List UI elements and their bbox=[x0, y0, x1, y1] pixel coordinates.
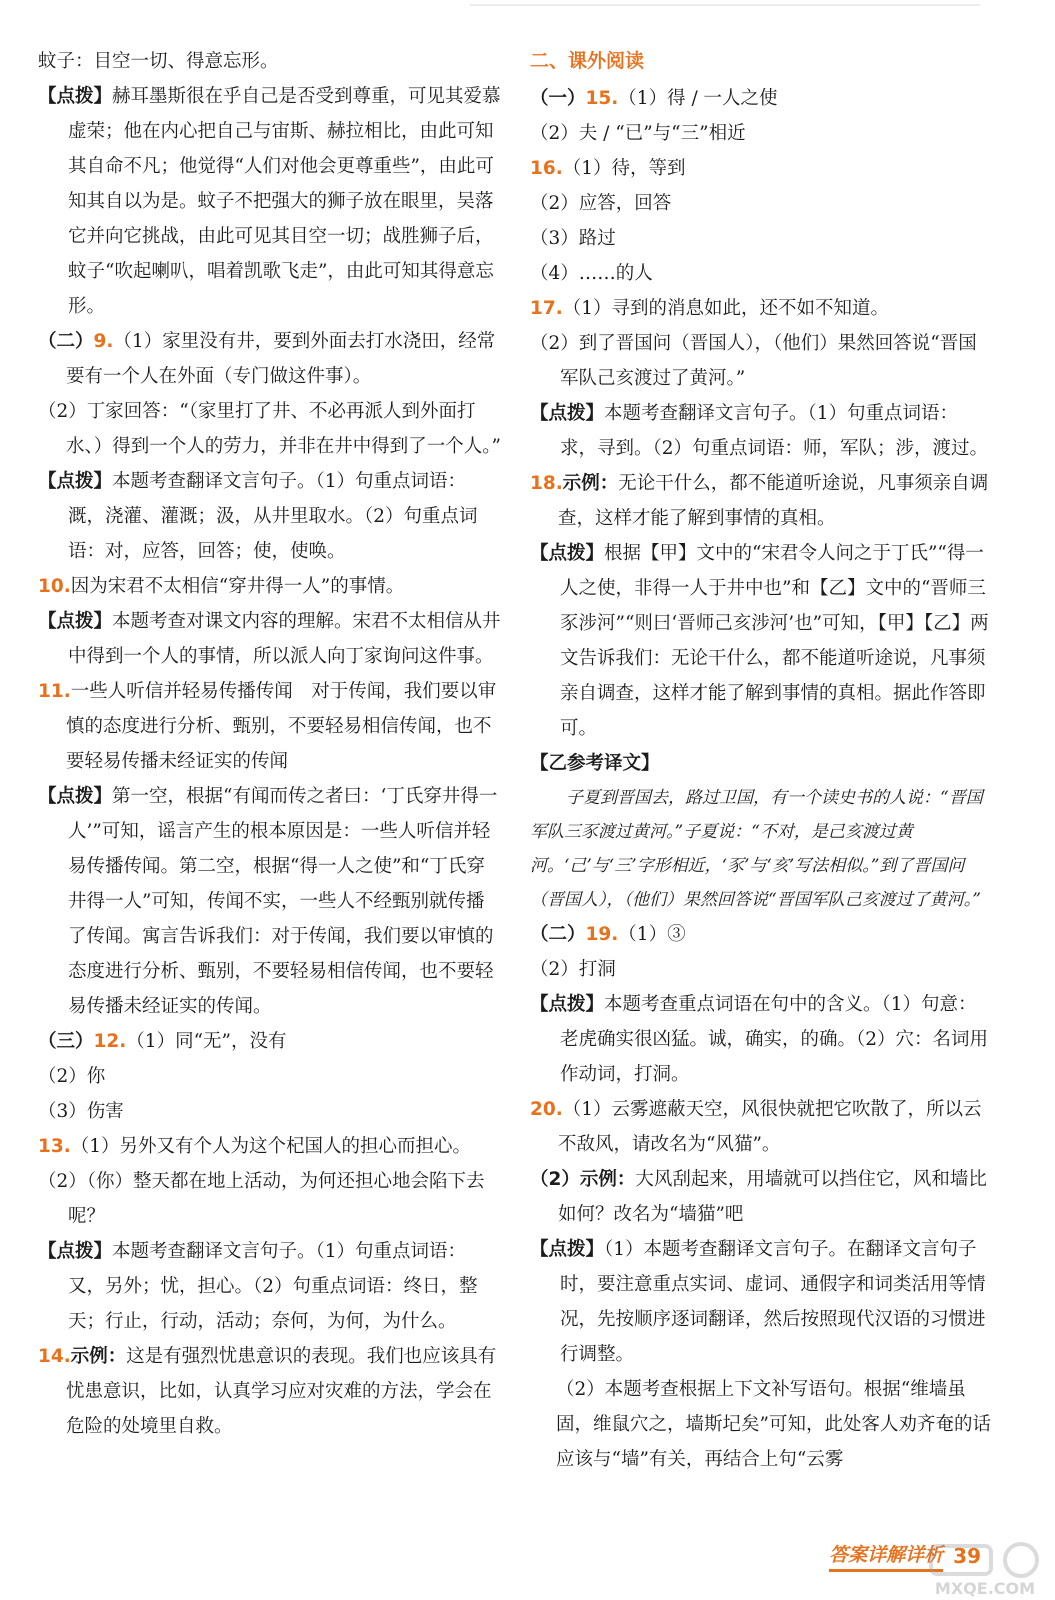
answer-paragraph bbox=[530, 81, 992, 116]
text-run: 因为宋君不太相信“穿井得一人”的事情。 bbox=[70, 576, 405, 597]
answer-paragraph bbox=[530, 151, 992, 186]
text-run: 二、课外阅读 bbox=[530, 50, 645, 72]
text-run: （1）③ bbox=[618, 924, 686, 945]
text-run: （1）家里没有井，要到外面去打水浇田，经常要有一个人在外面（专门做这件事）。 bbox=[66, 331, 496, 387]
bold-label: （一） bbox=[530, 88, 586, 109]
answer-paragraph bbox=[530, 256, 992, 291]
text-run: （3）伤害 bbox=[38, 1101, 124, 1122]
text-run: 蚊子：目空一切、得意忘形。 bbox=[38, 51, 279, 72]
text-run: （1）另外又有个人为这个杞国人的担心而担心。 bbox=[70, 1136, 472, 1157]
answer-paragraph bbox=[38, 394, 502, 464]
page-number: 39 bbox=[953, 1544, 981, 1568]
right-column bbox=[530, 44, 992, 1477]
answer-paragraph bbox=[530, 1162, 992, 1232]
answer-paragraph bbox=[38, 604, 502, 674]
answer-paragraph bbox=[38, 1164, 502, 1234]
answer-paragraph bbox=[38, 569, 502, 604]
question-number: 10. bbox=[38, 576, 71, 597]
hint-tag: 【点拨】 bbox=[38, 611, 113, 632]
bold-label: （三） bbox=[38, 1031, 94, 1052]
text-run: 本题考查翻译文言句子。（1）句重点词语：又，另外；忧，担心。（2）句重点词语：终日，整天；行止，行动，活动；奈何，为何，为什么。 bbox=[68, 1241, 478, 1332]
text-run: 无论干什么，都不能道听途说，凡事须亲自调查，这样才能了解到事情的真相。 bbox=[558, 473, 989, 529]
hint-tag: 【点拨】 bbox=[530, 994, 605, 1015]
text-run: 根据【甲】文中的“宋君令人问之于丁氏”“得一人之使，非得一人于井中也”和【乙】文中的“晋师三豕涉河”“则曰‘晋师己亥涉河’也”可知，【甲】【乙】两文告诉我们：无论干什么，都不能道听途说，凡事须亲自调查，这样才能了解到事情的真相。据此作答即可。 bbox=[560, 543, 989, 739]
answer-paragraph bbox=[530, 291, 992, 326]
text-run: （1）待，等到 bbox=[562, 158, 686, 179]
answer-paragraph bbox=[38, 464, 502, 569]
question-number: 18. bbox=[530, 473, 563, 494]
text-run: （4）……的人 bbox=[530, 263, 653, 284]
watermark-logo-icon bbox=[921, 1538, 1049, 1600]
answer-paragraph bbox=[38, 324, 502, 394]
bold-label: 示例： bbox=[70, 1346, 127, 1367]
question-number: 11. bbox=[38, 681, 71, 702]
hint-tag: 【点拨】 bbox=[38, 786, 113, 807]
answer-paragraph bbox=[530, 1372, 992, 1477]
bold-label: （二） bbox=[530, 924, 586, 945]
text-run: 一些人听信并轻易传播传闻 对于传闻，我们要以审慎的态度进行分析、甄别，不要轻易相信传闻，也不要轻易传播未经证实的传闻 bbox=[66, 681, 497, 772]
answer-paragraph bbox=[38, 79, 502, 324]
hint-tag: 【点拨】 bbox=[38, 86, 113, 107]
answer-paragraph bbox=[530, 466, 992, 536]
text-run: （2）应答，回答 bbox=[530, 193, 672, 214]
answer-paragraph bbox=[530, 952, 992, 987]
text-run: 赫耳墨斯很在乎自己是否受到尊重，可见其爱慕虚荣；他在内心把自己与宙斯、赫拉相比，由此可知其自命不凡；他觉得“人们对他会更尊重些”，由此可知其自以为是。蚊子不把强大的狮子放在眼里，吴落它并向它挑战，由此可见其目空一切；战胜狮子后，蚊子“吹起喇叭，唱着凯歌飞走”，由此可知其得意忘形。 bbox=[68, 86, 501, 317]
text-run: （1）本题考查翻译文言句子。在翻译文言句子时，要注意重点实词、虚词、通假字和词类活用等情况，先按顺序逐词翻译，然后按照现代汉语的习惯进行调整。 bbox=[560, 1239, 986, 1365]
left-column bbox=[38, 44, 502, 1444]
answer-paragraph bbox=[530, 917, 992, 952]
answer-paragraph bbox=[38, 674, 502, 779]
answer-paragraph bbox=[530, 116, 992, 151]
top-rule bbox=[470, 4, 980, 6]
watermark-text: MXQE.COM bbox=[934, 1579, 1036, 1598]
bold-label: （二） bbox=[38, 331, 94, 352]
answer-paragraph bbox=[38, 1129, 502, 1164]
footer-label: 答案详解详析 bbox=[829, 1540, 943, 1572]
hint-tag: 【点拨】 bbox=[530, 543, 605, 564]
answer-paragraph bbox=[530, 746, 992, 781]
question-number: 16. bbox=[530, 158, 563, 179]
answer-paragraph bbox=[530, 396, 992, 466]
answer-paragraph bbox=[38, 1339, 502, 1444]
hint-tag: 【点拨】 bbox=[530, 1239, 605, 1260]
answer-paragraph bbox=[530, 536, 992, 746]
answer-paragraph bbox=[38, 44, 502, 79]
hint-tag: 【点拨】 bbox=[530, 403, 605, 424]
text-run: （1）得 / 一人之使 bbox=[618, 88, 778, 109]
answer-paragraph bbox=[38, 1024, 502, 1059]
answer-paragraph bbox=[530, 1092, 992, 1162]
text-run: （2）夫 / “已”与“三”相近 bbox=[530, 123, 746, 144]
text-run: 子夏到晋国去，路过卫国，有一个读史书的人说：“晋国军队三豕渡过黄河。”子夏说：“不对，是己亥渡过黄河。‘己’与‘三’字形相近，‘豕’与‘亥’写法相似。”到了晋国问（晋国人），（他们）果然回答说“晋国军队己亥渡过了黄河。” bbox=[530, 788, 983, 910]
section-heading bbox=[530, 44, 992, 79]
answer-paragraph bbox=[38, 1234, 502, 1339]
answer-paragraph bbox=[530, 186, 992, 221]
text-run: 本题考查翻译文言句子。（1）句重点词语：溉，浇灌、灌溉；汲，从井里取水。（2）句重点词语：对，应答，回答；使，使唤。 bbox=[68, 471, 478, 562]
question-number: 15. bbox=[585, 88, 619, 109]
question-number: 14. bbox=[38, 1346, 71, 1367]
question-number: 13. bbox=[38, 1136, 71, 1157]
answer-paragraph bbox=[530, 987, 992, 1092]
text-run: 大风刮起来，用墙就可以挡住它，风和墙比如何？改名为“墙猫”吧 bbox=[558, 1169, 987, 1225]
question-number: 9. bbox=[93, 331, 114, 352]
bold-label: （2）示例： bbox=[530, 1169, 636, 1190]
question-number: 12. bbox=[93, 1031, 127, 1052]
text-run: （2）（你）整天都在地上活动，为何还担心地会陷下去呢？ bbox=[38, 1171, 485, 1227]
answer-paragraph bbox=[530, 326, 992, 396]
answer-paragraph bbox=[38, 779, 502, 1024]
question-number: 20. bbox=[530, 1099, 563, 1120]
text-run: （1）云雾遮蔽天空，风很快就把它吹散了，所以云不敌风，请改名为“风猫”。 bbox=[558, 1099, 982, 1155]
text-run: （1）寻到的消息如此，还不如不知道。 bbox=[562, 298, 890, 319]
answer-paragraph bbox=[38, 1094, 502, 1129]
text-run: 本题考查对课文内容的理解。宋君不太相信从井中得到一个人的事情，所以派人向丁家询问这件事。 bbox=[68, 611, 501, 667]
answer-paragraph bbox=[530, 221, 992, 256]
answer-paragraph bbox=[38, 1059, 502, 1094]
answer-paragraph bbox=[530, 1232, 992, 1372]
question-number: 17. bbox=[530, 298, 563, 319]
hint-tag: 【点拨】 bbox=[38, 471, 113, 492]
text-run: 第一空，根据“有闻而传之者曰：‘丁氏穿井得一人’”可知，谣言产生的根本原因是：一些人听信并轻易传播传闻。第二空，根据“得一人之使”和“丁氏穿井得一人”可知，传闻不实，一些人不经甄别就传播了传闻。寓言告诉我们：对于传闻，我们要以审慎的态度进行分析、甄别，不要轻易相信传闻，也不要轻易传播未经证实的传闻。 bbox=[68, 786, 498, 1017]
text-run: （2）到了晋国问（晋国人），（他们）果然回答说“晋国军队己亥渡过了黄河。” bbox=[530, 333, 977, 389]
text-run: （2）丁家回答：“（家里打了井、不必再派人到外面打水、）得到一个人的劳力，并非在井中得到了一个人。” bbox=[38, 401, 501, 457]
question-number: 19. bbox=[585, 924, 619, 945]
text-run: （2）打洞 bbox=[530, 959, 616, 980]
bold-label: 示例： bbox=[562, 473, 619, 494]
text-run: 本题考查翻译文言句子。（1）句重点词语：求，寻到。（2）句重点词语：师，军队；涉，渡过。 bbox=[560, 403, 989, 459]
hint-tag: 【点拨】 bbox=[38, 1241, 113, 1262]
text-run: （1）同“无”，没有 bbox=[126, 1031, 287, 1052]
answer-paragraph bbox=[530, 781, 992, 917]
text-run: （2）你 bbox=[38, 1066, 106, 1087]
text-run: （3）路过 bbox=[530, 228, 616, 249]
text-run: 本题考查重点词语在句中的含义。（1）句意：老虎确实很凶猛。诚，确实，的确。（2）穴：名词用作动词，打洞。 bbox=[560, 994, 989, 1085]
text-run: （2）本题考查根据上下文补写语句。根据“维墙虽固，维鼠穴之，墙斯圮矣”可知，此处客人劝齐奄的话应该与“墙”有关，再结合上句“云雾 bbox=[556, 1379, 991, 1470]
bold-label: 【乙参考译文】 bbox=[530, 753, 660, 774]
text-run: 这是有强烈忧患意识的表现。我们也应该具有忧患意识，比如，认真学习应对灾难的方法，学会在危险的处境里自救。 bbox=[66, 1346, 497, 1437]
